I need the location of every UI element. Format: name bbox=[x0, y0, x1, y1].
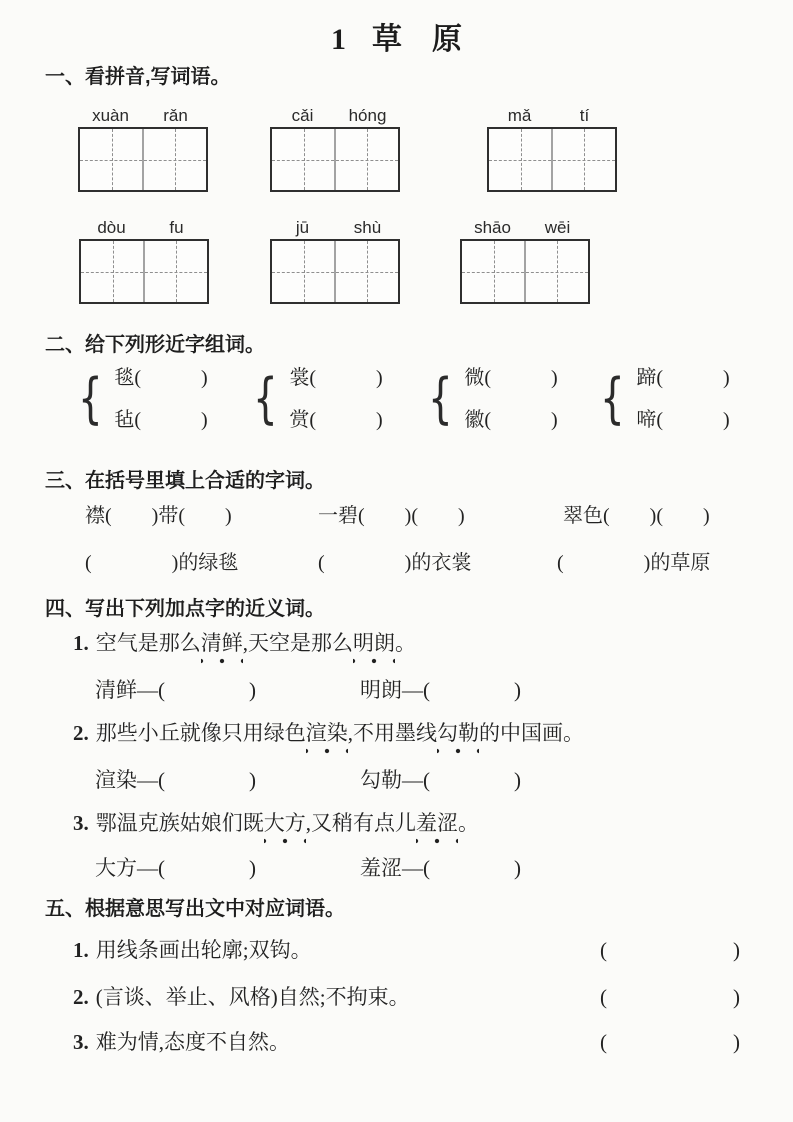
box-guide-vertical bbox=[113, 241, 114, 302]
box-guide-horizontal bbox=[272, 272, 398, 273]
definition-item bbox=[73, 934, 312, 964]
brace-icon: { bbox=[600, 367, 625, 430]
pinyin-syllable: hóng bbox=[348, 106, 387, 125]
pair-word-blank: 赏( ) bbox=[289, 408, 383, 431]
pinyin-syllable: fu bbox=[169, 218, 184, 237]
pinyin-syllable: rǎn bbox=[163, 106, 188, 125]
fill-blank-item: 襟( )带( ) bbox=[85, 505, 232, 527]
box-guide-vertical bbox=[584, 129, 585, 190]
pinyin-group-xuanran bbox=[78, 106, 208, 192]
pinyin-syllable: dòu bbox=[97, 218, 126, 237]
sentence-text: 那些小丘就像只用绿色 bbox=[95, 721, 306, 745]
box-guide-horizontal bbox=[80, 160, 206, 161]
word-answer-blank: ( ) bbox=[600, 938, 740, 962]
section1-heading: 一、看拼音,写词语。 bbox=[45, 66, 231, 88]
word-answer-blank: ( ) bbox=[600, 985, 740, 1009]
definition-item bbox=[73, 1026, 290, 1056]
page-title bbox=[0, 14, 793, 58]
pinyin-group-shaowei bbox=[460, 218, 590, 304]
pair-word-blank: 微( ) bbox=[464, 366, 558, 389]
question-number: 2. bbox=[73, 985, 89, 1009]
brace-icon: { bbox=[428, 367, 453, 430]
compare-pair bbox=[78, 366, 208, 432]
box-guide-vertical bbox=[367, 241, 368, 302]
sentence-text: 。 bbox=[458, 811, 479, 835]
section4-heading: 四、写出下列加点字的近义词。 bbox=[45, 598, 325, 620]
synonym-answer-blank: 大方—( ) bbox=[95, 856, 256, 880]
question-sentence bbox=[73, 810, 479, 836]
pinyin-syllable: wēi bbox=[544, 218, 571, 237]
box-guide-vertical bbox=[176, 241, 177, 302]
lesson-title: 草原 bbox=[372, 23, 492, 56]
pair-word-blank: 毯( ) bbox=[114, 366, 208, 389]
pinyin-syllable: cǎi bbox=[291, 106, 314, 125]
compare-pair bbox=[253, 366, 383, 432]
pinyin-group-jushu bbox=[270, 218, 400, 304]
box-guide-vertical bbox=[494, 241, 495, 302]
synonym-answer-blank: 清鲜—( ) bbox=[95, 678, 256, 702]
fill-blank-item: 翠色( )( ) bbox=[563, 505, 710, 527]
writing-box bbox=[79, 239, 209, 304]
pinyin-syllable: mǎ bbox=[507, 106, 532, 125]
fill-blank-item: ( )的绿毯 bbox=[85, 552, 239, 574]
emphasized-word: 明朗 bbox=[353, 631, 395, 664]
box-guide-vertical bbox=[367, 129, 368, 190]
box-guide-horizontal bbox=[272, 160, 398, 161]
writing-box bbox=[78, 127, 208, 192]
question-number: 2. bbox=[73, 721, 89, 745]
box-guide-vertical bbox=[112, 129, 113, 190]
pair-word-blank: 蹄( ) bbox=[636, 366, 730, 389]
synonym-answer-blank: 勾勒—( ) bbox=[360, 768, 521, 792]
fill-blank-item: 一碧( )( ) bbox=[318, 505, 465, 527]
definition-text: 难为情,态度不自然。 bbox=[95, 1030, 290, 1054]
brace-icon: { bbox=[253, 367, 278, 430]
pair-word-blank: 啼( ) bbox=[636, 408, 730, 431]
box-guide-horizontal bbox=[489, 160, 615, 161]
word-answer-blank: ( ) bbox=[600, 1030, 740, 1054]
pinyin-labels bbox=[79, 218, 209, 239]
synonym-answer-blank: 羞涩—( ) bbox=[360, 856, 521, 880]
pair-word-blank: 裳( ) bbox=[289, 366, 383, 389]
sentence-text: 鄂温克族姑娘们既 bbox=[95, 811, 264, 835]
emphasized-word: 勾勒 bbox=[437, 721, 479, 754]
pinyin-labels bbox=[460, 218, 590, 239]
pinyin-group-caihong bbox=[270, 106, 400, 192]
sentence-text: ,又稍有点儿 bbox=[305, 811, 416, 835]
box-guide-vertical bbox=[521, 129, 522, 190]
pinyin-group-doufu bbox=[79, 218, 209, 304]
definition-text: (言谈、举止、风格)自然;不拘束。 bbox=[95, 985, 410, 1009]
pair-word-blank: 毡( ) bbox=[114, 408, 208, 431]
question-sentence bbox=[73, 720, 584, 746]
compare-pair bbox=[428, 366, 558, 432]
emphasized-word: 羞涩 bbox=[416, 811, 458, 844]
box-guide-horizontal bbox=[81, 272, 207, 273]
question-number: 3. bbox=[73, 811, 89, 835]
emphasized-word: 大方 bbox=[264, 811, 306, 844]
pair-word-blank: 徽( ) bbox=[464, 408, 558, 431]
pinyin-labels bbox=[78, 106, 208, 127]
sentence-text: 空气是那么 bbox=[95, 631, 201, 655]
pinyin-group-mati bbox=[487, 106, 617, 192]
sentence-text: ,天空是那么 bbox=[242, 631, 353, 655]
fill-blank-item: ( )的衣裳 bbox=[318, 552, 472, 574]
synonym-answer-blank: 明朗—( ) bbox=[360, 678, 521, 702]
box-guide-vertical bbox=[304, 241, 305, 302]
writing-box bbox=[460, 239, 590, 304]
box-guide-vertical bbox=[175, 129, 176, 190]
pinyin-syllable: shāo bbox=[474, 218, 511, 237]
lesson-number: 1 bbox=[331, 23, 346, 56]
question-number: 1. bbox=[73, 631, 89, 655]
pinyin-labels bbox=[270, 106, 400, 127]
sentence-text: 。 bbox=[395, 631, 416, 655]
synonym-answer-blank: 渲染—( ) bbox=[95, 768, 256, 792]
section3-heading: 三、在括号里填上合适的字词。 bbox=[45, 470, 325, 492]
sentence-text: 的中国画。 bbox=[479, 721, 584, 745]
definition-text: 用线条画出轮廓;双钩。 bbox=[95, 938, 312, 962]
question-number: 1. bbox=[73, 938, 89, 962]
emphasized-word: 清鲜 bbox=[201, 631, 243, 664]
question-number: 3. bbox=[73, 1030, 89, 1054]
writing-box bbox=[270, 127, 400, 192]
box-guide-horizontal bbox=[462, 272, 588, 273]
section2-heading: 二、给下列形近字组词。 bbox=[45, 334, 265, 356]
emphasized-word: 渲染 bbox=[306, 721, 348, 754]
pinyin-syllable: tí bbox=[579, 106, 590, 125]
box-guide-vertical bbox=[557, 241, 558, 302]
pinyin-syllable: xuàn bbox=[92, 106, 129, 125]
section5-heading: 五、根据意思写出文中对应词语。 bbox=[45, 898, 345, 920]
sentence-text: ,不用墨线 bbox=[347, 721, 437, 745]
question-sentence bbox=[73, 630, 416, 656]
pinyin-syllable: shù bbox=[353, 218, 382, 237]
definition-item bbox=[73, 981, 410, 1011]
box-guide-vertical bbox=[304, 129, 305, 190]
brace-icon: { bbox=[78, 367, 103, 430]
pinyin-labels bbox=[487, 106, 617, 127]
pinyin-labels bbox=[270, 218, 400, 239]
pinyin-syllable: jū bbox=[295, 218, 310, 237]
writing-box bbox=[487, 127, 617, 192]
compare-pair bbox=[600, 366, 730, 432]
writing-box bbox=[270, 239, 400, 304]
fill-blank-item: ( )的草原 bbox=[557, 552, 711, 574]
